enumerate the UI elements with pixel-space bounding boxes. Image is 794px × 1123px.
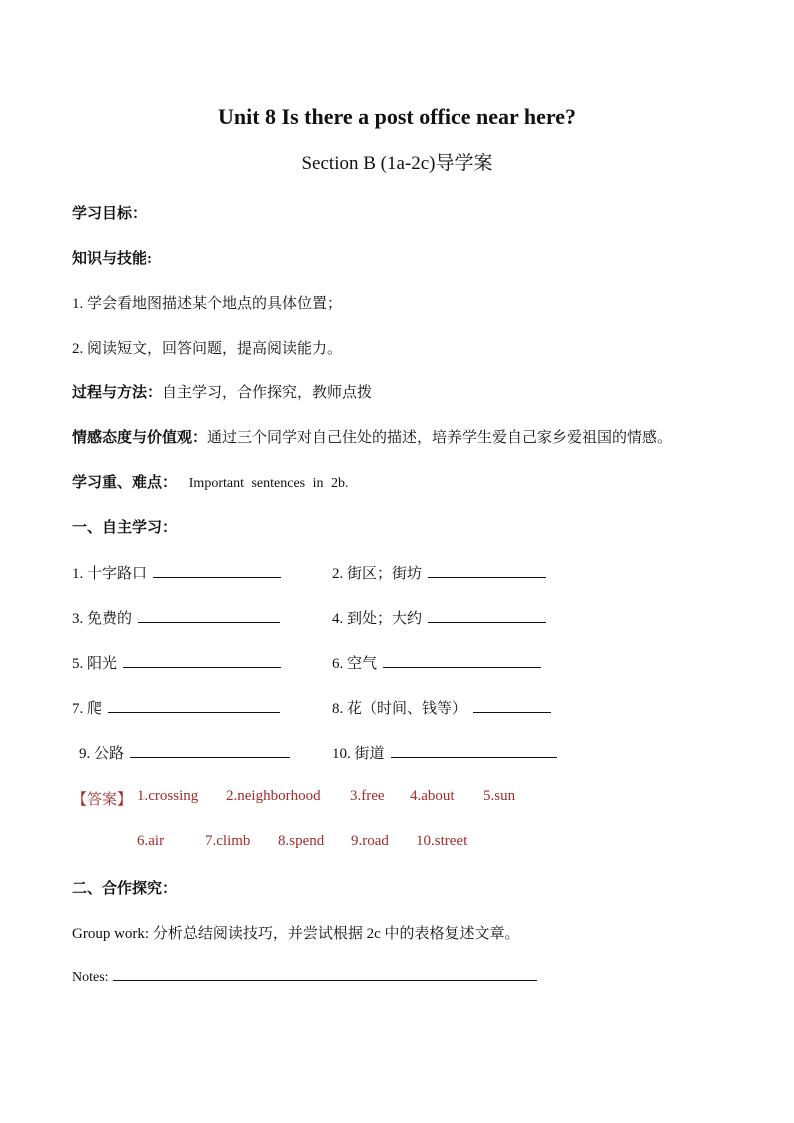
vocab-item-4 bbox=[332, 607, 546, 628]
vocab-prompt: 4. 到处；大约 bbox=[332, 611, 423, 627]
vocab-item-5 bbox=[72, 652, 281, 673]
vocab-item-6 bbox=[332, 652, 541, 673]
vocab-prompt: 5. 阳光 bbox=[72, 656, 118, 672]
process-text: 自主学习，合作探究，教师点拨 bbox=[162, 385, 373, 401]
answer-label: 【答案】 bbox=[72, 792, 133, 808]
notes-blank[interactable] bbox=[113, 967, 537, 981]
key-line bbox=[72, 471, 349, 492]
key-text: Important sentences in 2b. bbox=[188, 476, 349, 491]
answer-blank[interactable] bbox=[473, 699, 551, 713]
key-label: 学习重、难点： bbox=[72, 475, 178, 491]
answer-1: 1.crossing bbox=[137, 788, 199, 804]
answer-4: 4.about bbox=[410, 788, 455, 804]
vocab-item-10 bbox=[332, 742, 557, 763]
section2-heading: 二、合作探究： bbox=[72, 881, 178, 897]
answer-blank[interactable] bbox=[138, 609, 280, 623]
vocab-item-9 bbox=[79, 742, 290, 763]
notes-label: Notes: bbox=[72, 970, 109, 985]
vocab-item-7 bbox=[72, 697, 280, 718]
vocab-prompt: 6. 空气 bbox=[332, 656, 378, 672]
vocab-prompt: 3. 免费的 bbox=[72, 611, 133, 627]
answer-blank[interactable] bbox=[383, 654, 541, 668]
process-line bbox=[72, 381, 372, 402]
vocab-item-2 bbox=[332, 562, 546, 583]
skill-item-1: 1. 学会看地图描述某个地点的具体位置； bbox=[72, 296, 343, 312]
process-label: 过程与方法： bbox=[72, 385, 163, 401]
emotion-line bbox=[72, 426, 672, 447]
answer-6: 6.air bbox=[137, 833, 165, 849]
answer-blank[interactable] bbox=[428, 564, 546, 578]
vocab-prompt: 1. 十字路口 bbox=[72, 566, 148, 582]
answer-7: 7.climb bbox=[205, 833, 251, 849]
vocab-prompt: 7. 爬 bbox=[72, 701, 103, 717]
answer-blank[interactable] bbox=[108, 699, 280, 713]
page-subtitle: Section B (1a-2c)导学案 bbox=[301, 153, 493, 174]
page-title: Unit 8 Is there a post office near here? bbox=[217, 104, 577, 129]
emotion-label: 情感态度与价值观： bbox=[72, 430, 208, 446]
section1-heading: 一、自主学习： bbox=[72, 520, 178, 536]
answer-2: 2.neighborhood bbox=[226, 788, 321, 804]
emotion-text: 通过三个同学对自己住处的描述，培养学生爱自己家乡爱祖国的情感。 bbox=[207, 430, 673, 446]
group-work-text: Group work: 分析总结阅读技巧，并尝试根据 2c 中的表格复述文章。 bbox=[72, 926, 520, 942]
answer-blank[interactable] bbox=[391, 744, 557, 758]
vocab-prompt: 10. 街道 bbox=[332, 746, 385, 762]
vocab-prompt: 2. 街区；街坊 bbox=[332, 566, 423, 582]
answer-9: 9.road bbox=[351, 833, 389, 849]
answer-10: 10.street bbox=[416, 833, 468, 849]
answer-blank[interactable] bbox=[130, 744, 290, 758]
answer-5: 5.sun bbox=[483, 788, 516, 804]
notes-line bbox=[72, 967, 537, 986]
vocab-item-3 bbox=[72, 607, 280, 628]
answer-3: 3.free bbox=[350, 788, 385, 804]
vocab-prompt: 9. 公路 bbox=[79, 746, 125, 762]
answer-8: 8.spend bbox=[278, 833, 325, 849]
answer-blank[interactable] bbox=[428, 609, 546, 623]
answer-blank[interactable] bbox=[123, 654, 281, 668]
skills-heading: 知识与技能: bbox=[72, 251, 152, 267]
goals-heading: 学习目标： bbox=[72, 206, 148, 222]
skill-item-2: 2. 阅读短文，回答问题，提高阅读能力。 bbox=[72, 341, 343, 357]
vocab-prompt: 8. 花（时间、钱等） bbox=[332, 701, 468, 717]
answer-blank[interactable] bbox=[153, 564, 281, 578]
vocab-item-1 bbox=[72, 562, 281, 583]
vocab-item-8 bbox=[332, 697, 551, 718]
